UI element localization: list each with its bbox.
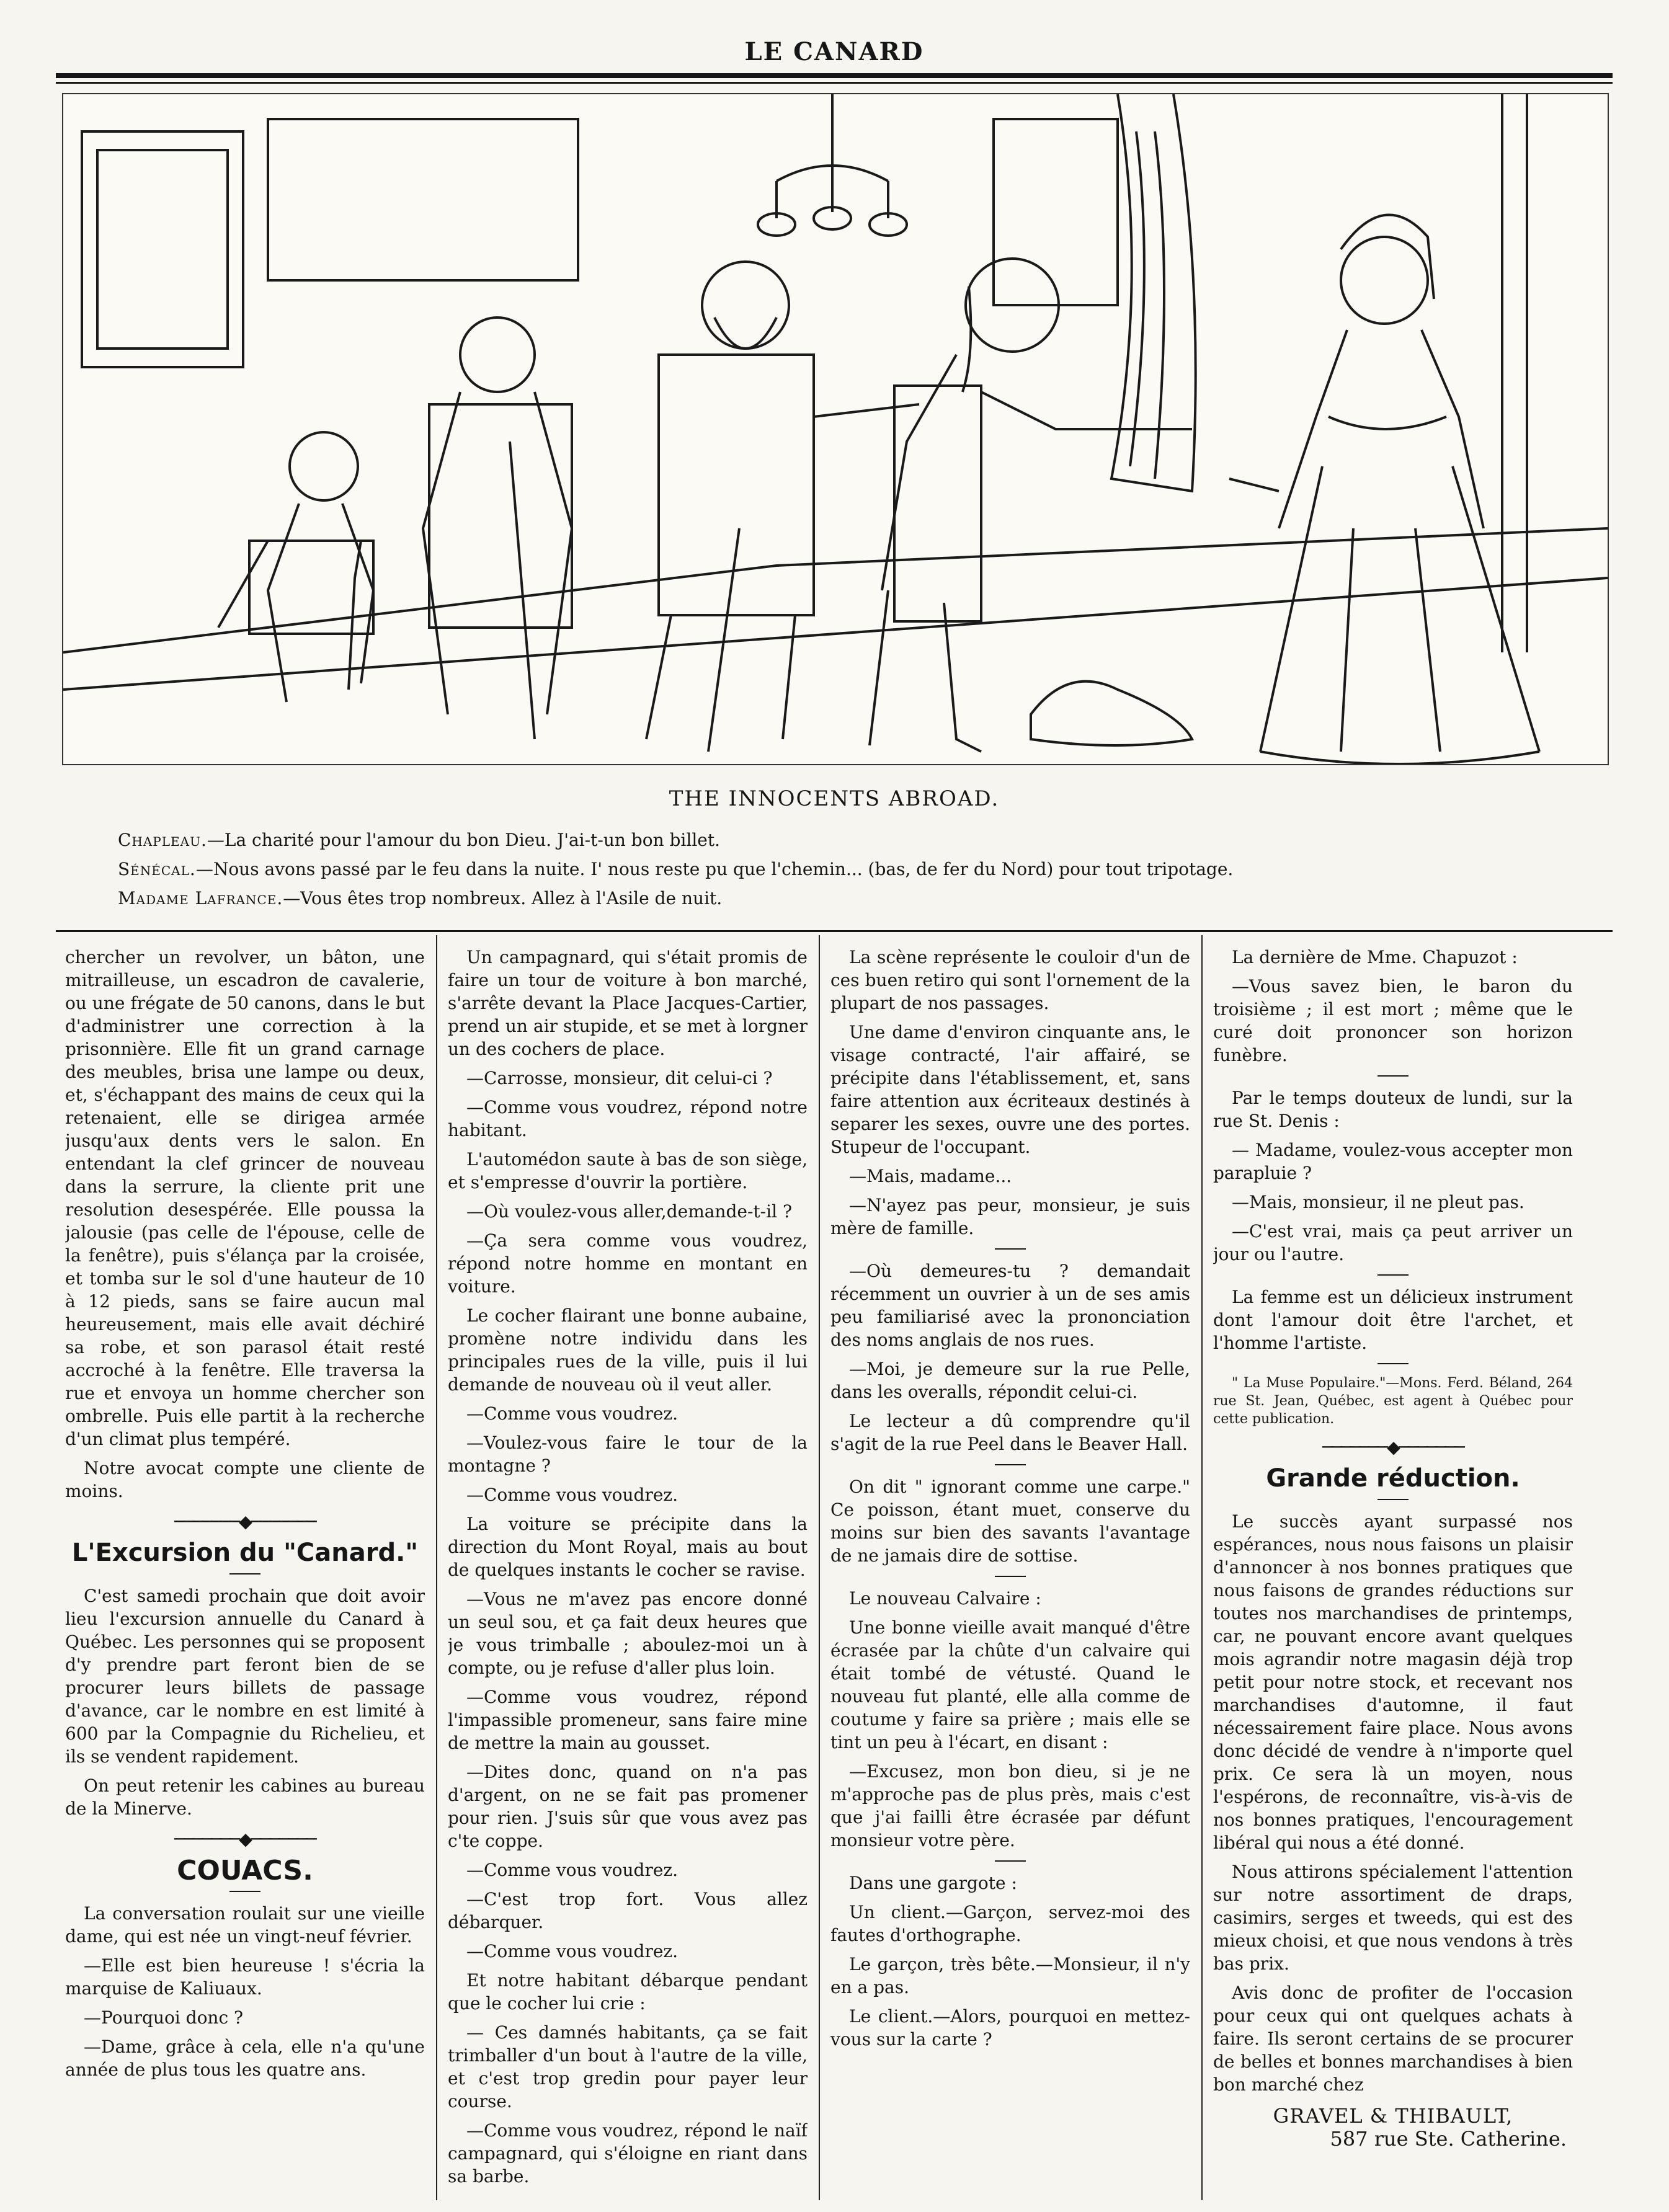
paragraph: Par le temps douteux de lundi, sur la rue St. Denis : [1213,1088,1573,1131]
paragraph: Le lecteur a dû comprendre qu'il s'agit de la rue Peel dans le Beaver Hall. [830,1411,1190,1454]
paragraph: —Dame, grâce à cela, elle n'a qu'une année de plus tous les quatre ans. [65,2037,425,2080]
paragraph: Le nouveau Calvaire : [849,1588,1041,1609]
column-rule [436,935,437,2200]
caption-chapleau [118,830,1544,850]
caption-senecal [118,859,1544,879]
paragraph: L'automédon saute à bas de son siège, et s'empresse d'ouvrir la portière. [448,1149,808,1193]
column-3 [830,946,1190,2192]
paragraph: Le cocher flairant une bonne aubaine, promène notre individu dans les principales rues de la ville, puis il lui demande de nouveau où il veut aller. [448,1305,808,1395]
paragraph: —Vous savez bien, le baron du troisième ; il est mort ; même que le curé doit prononcer son horizon funèbre. [1213,976,1573,1065]
paragraph: —Où voulez-vous aller,demande-t-il ? [466,1201,792,1222]
paragraph: —Comme vous voudrez, répond notre habitant. [448,1097,808,1140]
section-rule [56,930,1613,932]
paragraph: —Elle est bien heureuse ! s'écria la marquise de Kaliuaux. [65,1955,425,1999]
paragraph: — Ces damnés habitants, ça se fait trimballer d'un bout à l'autre de la ville, et c'est trop gredin pour payer leur course. [448,2022,808,2112]
paragraph: —C'est vrai, mais ça peut arriver un jour ou l'autre. [1213,1221,1573,1264]
paragraph: chercher un revolver, un bâton, une mitrailleuse, un escadron de cavalerie, ou une frégate de 50 canons, dans le but d'administrer une correction à la prisonnière. Elle fit un grand carnage des meubles, brisa une lampe ou deux, et, s'échappant des mains de ceux qui la retenaient, elle se dirigea armée jusqu'aux dents vers le salon. En entendant la clef grincer de nouveau dans la serrure, la cliente prit une resolution desespérée. Elle poussa la jalousie (pas celle de l'épouse, celle de la fenêtre), puis s'élança par la croisée, et tomba sur le sol d'une hauteur de 10 à 12 pieds, sans se faire aucun mal heureusement, mais elle avait déchiré sa robe, et son parasol était resté accroché à la fenêtre. Elle traversa la rue et envoya un homme chercher son ombrelle. Puis elle partit à la recherche d'un climat plus tempéré. [65,947,425,1449]
paragraph: Le client.—Alors, pourquoi en mettez-vous sur la carte ? [830,2006,1190,2050]
dash-divider [1377,1075,1409,1077]
paragraph: —Comme vous voudrez. [466,1941,679,1961]
caption-text: —Nous avons passé par le feu dans la nuite. I' nous reste pu que l'chemin... (bas, de fer du Nord) pour tout tripotage. [195,859,1234,879]
paragraph: Le garçon, très bête.—Monsieur, il n'y en a pas. [830,1954,1190,1997]
paragraph: La voiture se précipite dans la direction du Mont Royal, mais au bout de quelques instants le cocher se ravise. [448,1514,808,1580]
paragraph: On dit " ignorant comme une carpe." Ce poisson, étant muet, conserve du moins sur bien des savants l'avantage de ne jamais dire de sottise. [830,1477,1190,1566]
paragraph: —Comme vous voudrez, répond l'impassible promeneur, sans faire mine de mettre la main au gousset. [448,1687,808,1753]
dash-divider [995,1576,1026,1577]
ornament-divider: ───────◆─────── [1322,1437,1464,1457]
ornament-divider: ───────◆─────── [174,1511,316,1532]
paragraph: Notre avocat compte une cliente de moins. [65,1458,425,1501]
paragraph: Une bonne vieille avait manqué d'être écrasée par la chûte d'un calvaire qui était tombé de vétusté. Quand le nouveau fut planté, elle alla comme de coutume y faire sa prière ; mais elle se tint un peu à l'écart, en disant : [830,1617,1190,1752]
masthead: LE CANARD [744,37,924,66]
heading-excursion: L'Excursion du "Canard." [71,1539,419,1567]
paragraph: —Comme vous voudrez, répond le naïf campagnard, qui s'éloigne en riant dans sa barbe. [448,2120,808,2187]
paragraph: —Où demeures-tu ? demandait récemment un ouvrier à un de ses amis peu familiarisé avec la prononciation des noms anglais de nos rues. [830,1261,1190,1350]
paragraph: Avis donc de profiter de l'occasion pour ceux qui ont quelques achats à faire. Ils seront certains de se procurer de belles et bonnes marchandises à bien bon marché chez [1213,1983,1573,2095]
caption-lafrance [118,888,1544,908]
heading-couacs: COUACS. [177,1855,313,1886]
column-4 [1213,946,1573,2192]
caption-speaker: Madame Lafrance. [118,888,283,908]
caption-speaker: Sénécal. [118,859,196,879]
paragraph: —Comme vous voudrez. [466,1860,679,1880]
paragraph: La conversation roulait sur une vieille dame, qui est née un vingt-neuf février. [65,1903,425,1947]
paragraph: —Mais, monsieur, il ne pleut pas. [1232,1192,1524,1212]
ornament-divider: ───────◆─────── [174,1829,316,1849]
paragraph: Un client.—Garçon, servez-moi des fautes d'orthographe. [830,1902,1190,1945]
dash-divider [1377,1499,1409,1500]
dash-divider [995,1248,1026,1250]
paragraph: —Ça sera comme vous voudrez, répond notre homme en montant en voiture. [448,1230,808,1297]
paragraph: —Excusez, mon bon dieu, si je ne m'approche pas de plus près, mais c'est que j'ai failli être écrasée par défunt monsieur votre père. [830,1761,1190,1850]
cartoon-illustration [62,93,1609,765]
column-rule [819,935,820,2200]
column-1 [65,946,425,2192]
paragraph: Et notre habitant débarque pendant que le cocher lui crie : [448,1970,808,2014]
paragraph: Une dame d'environ cinquante ans, le visage contracté, l'air affairé, se précipite dans l'établissement, et, sans faire attention aux écriteaux destinés à separer les sexes, ouvre une des portes. Stupeur de l'occupant. [830,1022,1190,1157]
caption-speaker: Chapleau. [118,830,207,850]
paragraph: —Moi, je demeure sur la rue Pelle, dans les overalls, répondit celui-ci. [830,1359,1190,1402]
paragraph: —Comme vous voudrez. [466,1485,679,1505]
paragraph: —Dites donc, quand on n'a pas d'argent, on ne se fait pas promener pour rien. J'suis sûr que vous avez pas c'te coppe. [448,1762,808,1851]
paragraph: La scène représente le couloir d'un de ces buen retiro qui sont l'ornement de la plupart de nos passages. [830,947,1190,1013]
heading-grande-reduction: Grande réduction. [1266,1464,1520,1493]
paragraph: —Vous ne m'avez pas encore donné un seul sou, et ça fait deux heures que je vous trimballe ; aboulez-moi un à compte, ou je refuse d'aller plus loin. [448,1589,808,1678]
cartoon-title: THE INNOCENTS ABROAD. [669,786,1000,811]
paragraph: La femme est un délicieux instrument dont l'amour doit être l'archet, et l'homme l'artiste. [1213,1287,1573,1353]
column-rule [1201,935,1203,2200]
paragraph: — Madame, voulez-vous accepter mon parapluie ? [1213,1140,1573,1183]
paragraph: —Pourquoi donc ? [84,2007,244,2028]
paragraph: —Comme vous voudrez. [466,1403,679,1424]
advertiser-address: 587 rue Ste. Catherine. [1330,2127,1567,2151]
paragraph: Dans une gargote : [849,1873,1017,1893]
dash-divider [995,1860,1026,1862]
paragraph: Un campagnard, qui s'était promis de faire un tour de voiture à bon marché, s'arrête devant la Place Jacques-Cartier, prend un air stupide, et se met à lorgner un des cochers de place. [448,947,808,1059]
paragraph: La dernière de Mme. Chapuzot : [1232,947,1518,967]
paragraph: C'est samedi prochain que doit avoir lieu l'excursion annuelle du Canard à Québec. Les personnes qui se proposent d'y prendre part feront bien de se procurer leurs billets de passage d'avance, car le nombre en est limité à 600 par la Compagnie du Richelieu, et ils se vendent rapidement. [65,1586,425,1767]
dash-divider [229,1891,260,1892]
agent-note: " La Muse Populaire."—Mons. Ferd. Béland, 264 rue St. Jean, Québec, est agent à Québec pour cette publication. [1213,1375,1573,1427]
dash-divider [1377,1274,1409,1276]
paragraph: —Mais, madame... [849,1166,1012,1186]
paragraph: Nous attirons spécialement l'attention sur notre assortiment de draps, casimirs, serges et tweeds, qui est des mieux choisi, et que nous vendons à très bas prix. [1213,1862,1573,1974]
paragraph: —C'est trop fort. Vous allez débarquer. [448,1889,808,1932]
caption-text: —Vous êtes trop nombreux. Allez à l'Asile de nuit. [283,888,723,908]
paragraph: Le succès ayant surpassé nos espérances, nous nous faisons un plaisir d'annoncer à nos bonnes pratiques que nous faisons de grandes réductions sur toutes nos marchandises de printemps, car, ne pouvant encore avant quelques mois agrandir notre magasin déjà trop petit pour notre stock, et recevant nos marchandises d'automne, il faut nécessairement faire place. Nous avons donc décidé de vendre à n'importe quel prix. Ce sera là un moyen, nous l'espérons, de reconnaître, vis-à-vis de nos bonnes pratiques, l'encouragement libéral qui nous a été donné. [1213,1511,1573,1853]
column-2 [448,946,808,2192]
cartoon-drawing [63,94,1608,764]
dash-divider [229,1573,260,1575]
caption-text: —La charité pour l'amour du bon Dieu. J'ai-t-un bon billet. [207,830,721,850]
paragraph: —Carrosse, monsieur, dit celui-ci ? [466,1068,773,1088]
masthead-rule-thick [56,73,1613,78]
dash-divider [995,1464,1026,1465]
paragraph: On peut retenir les cabines au bureau de la Minerve. [65,1775,425,1819]
masthead-rule-thin [56,82,1613,84]
paragraph: —N'ayez pas peur, monsieur, je suis mère de famille. [830,1195,1190,1238]
advertiser-name: GRAVEL & THIBAULT, [1273,2104,1513,2128]
dash-divider [1377,1363,1409,1364]
paragraph: —Voulez-vous faire le tour de la montagne ? [448,1432,808,1476]
